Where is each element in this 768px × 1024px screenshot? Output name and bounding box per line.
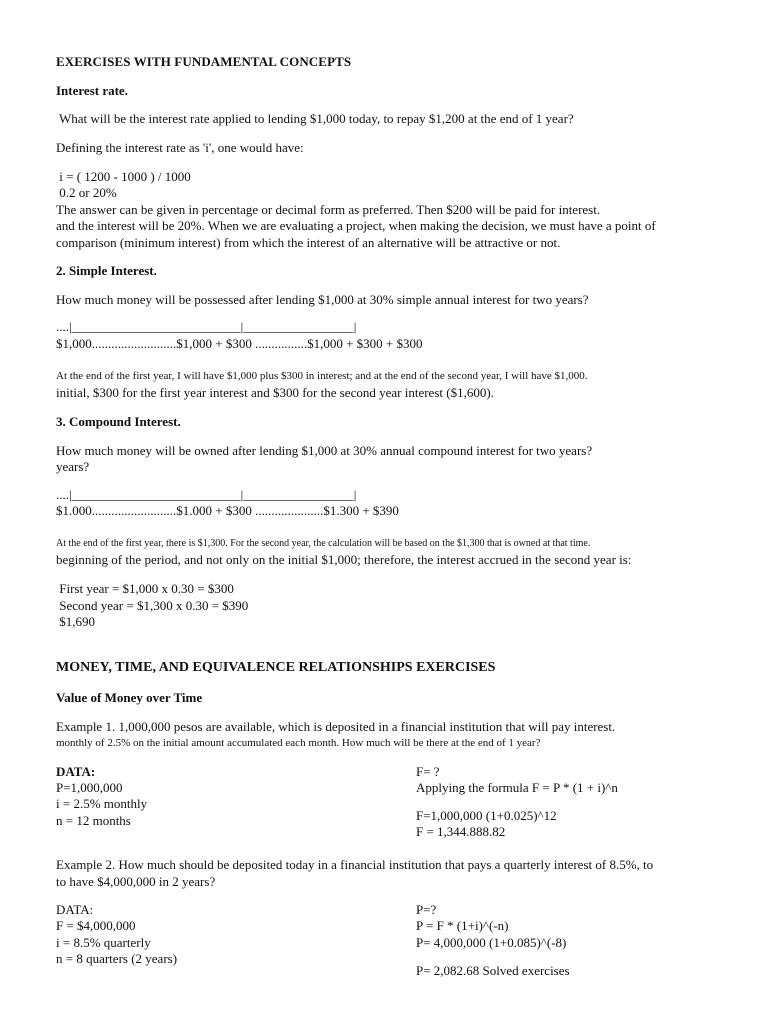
answer-line: comparison (minimum interest) from which the interest of an alternative will be attractive or not. (56, 235, 561, 250)
calc-line: Second year = $1,300 x 0.30 = $390 (56, 598, 249, 613)
interest-rate-heading: Interest rate. (56, 83, 128, 98)
compound-interest-question: How much money will be owned after lending $1,000 at 30% annual compound interest for two years? (56, 443, 593, 458)
interest-rate-defining: Defining the interest rate as 'i', one would have: (56, 140, 304, 155)
compound-interest-heading: 3. Compound Interest. (56, 414, 181, 429)
data-item: P=1,000,000 (56, 780, 123, 795)
data-item: i = 8.5% quarterly (56, 935, 151, 950)
section-title: EXERCISES WITH FUNDAMENTAL CONCEPTS (56, 54, 352, 69)
compound-interest-question: years? (56, 459, 90, 474)
example-1-text: Example 1. 1,000,000 pesos are available, which is deposited in a financial institution that will pay interest. (56, 719, 616, 734)
solution-line: P= 2,082.68 Solved exercises (416, 963, 570, 978)
calc-line: $1,690 (56, 614, 95, 629)
interest-rate-question: What will be the interest rate applied to lending $1,000 today, to repay $1,200 at the end of 1 year? (56, 111, 574, 126)
solution-line: F=1,000,000 (1+0.025)^12 (416, 808, 557, 823)
data-item: i = 2.5% monthly (56, 796, 148, 811)
answer-line: and the interest will be 20%. When we are evaluating a project, when making the decision, we must have a point of (56, 218, 656, 233)
calc-line: First year = $1,000 x 0.30 = $300 (56, 581, 234, 596)
answer-line: The answer can be given in percentage or decimal form as preferred. Then $200 will be paid for interest. (56, 202, 601, 217)
simple-interest-timeline-bar: ....|__________________________|_________________| (56, 319, 357, 334)
data-label: DATA: (56, 764, 96, 779)
solution-line: F= ? (416, 764, 440, 779)
solution-line: F = 1,344.888.82 (416, 824, 506, 839)
simple-interest-note: initial, $300 for the first year interest and $300 for the second year interest ($1,600). (56, 385, 494, 400)
solution-line: Applying the formula F = P * (1 + i)^n (416, 780, 618, 795)
example-2-text: Example 2. How much should be deposited today in a financial institution that pays a quarterly interest of 8.5%, to (56, 857, 654, 872)
solution-line: P = F * (1+i)^(-n) (416, 918, 509, 933)
data-item: n = 8 quarters (2 years) (56, 951, 178, 966)
compound-interest-timeline-values: $1.000..........................$1.000 + $300 .....................$1.300 + $390 (56, 503, 399, 518)
data-item: n = 12 months (56, 813, 131, 828)
data-item: F = $4,000,000 (56, 918, 136, 933)
section-title: MONEY, TIME, AND EQUIVALENCE RELATIONSHIPS EXERCISES (56, 660, 496, 675)
interest-rate-formula: i = ( 1200 - 1000 ) / 1000 (56, 169, 191, 184)
subheading: Value of Money over Time (56, 690, 203, 705)
simple-interest-timeline-values: $1,000..........................$1,000 + $300 ................$1,000 + $300 + $300 (56, 336, 423, 351)
compound-interest-timeline-bar: ....|__________________________|_________________| (56, 487, 357, 502)
simple-interest-heading: 2. Simple Interest. (56, 263, 157, 278)
simple-interest-question: How much money will be possessed after lending $1,000 at 30% simple annual interest for two years? (56, 292, 589, 307)
compound-interest-note: At the end of the first year, there is $1,300. For the second year, the calculation will be based on the $1,300 that is owned at that time. (56, 538, 591, 549)
solution-line: P=? (416, 902, 437, 917)
example-1-text: monthly of 2.5% on the initial amount accumulated each month. How much will be there at the end of 1 year? (56, 737, 541, 749)
simple-interest-note: At the end of the first year, I will have $1,000 plus $300 in interest; and at the end of the second year, I will have $1,000. (56, 370, 588, 382)
compound-interest-note: beginning of the period, and not only on the initial $1,000; therefore, the interest accrued in the second year is: (56, 552, 632, 567)
data-label: DATA: (56, 902, 94, 917)
interest-rate-result: 0.2 or 20% (56, 185, 117, 200)
solution-line: P= 4,000,000 (1+0.085)^(-8) (416, 935, 567, 950)
example-2-text: to have $4,000,000 in 2 years? (56, 874, 216, 889)
